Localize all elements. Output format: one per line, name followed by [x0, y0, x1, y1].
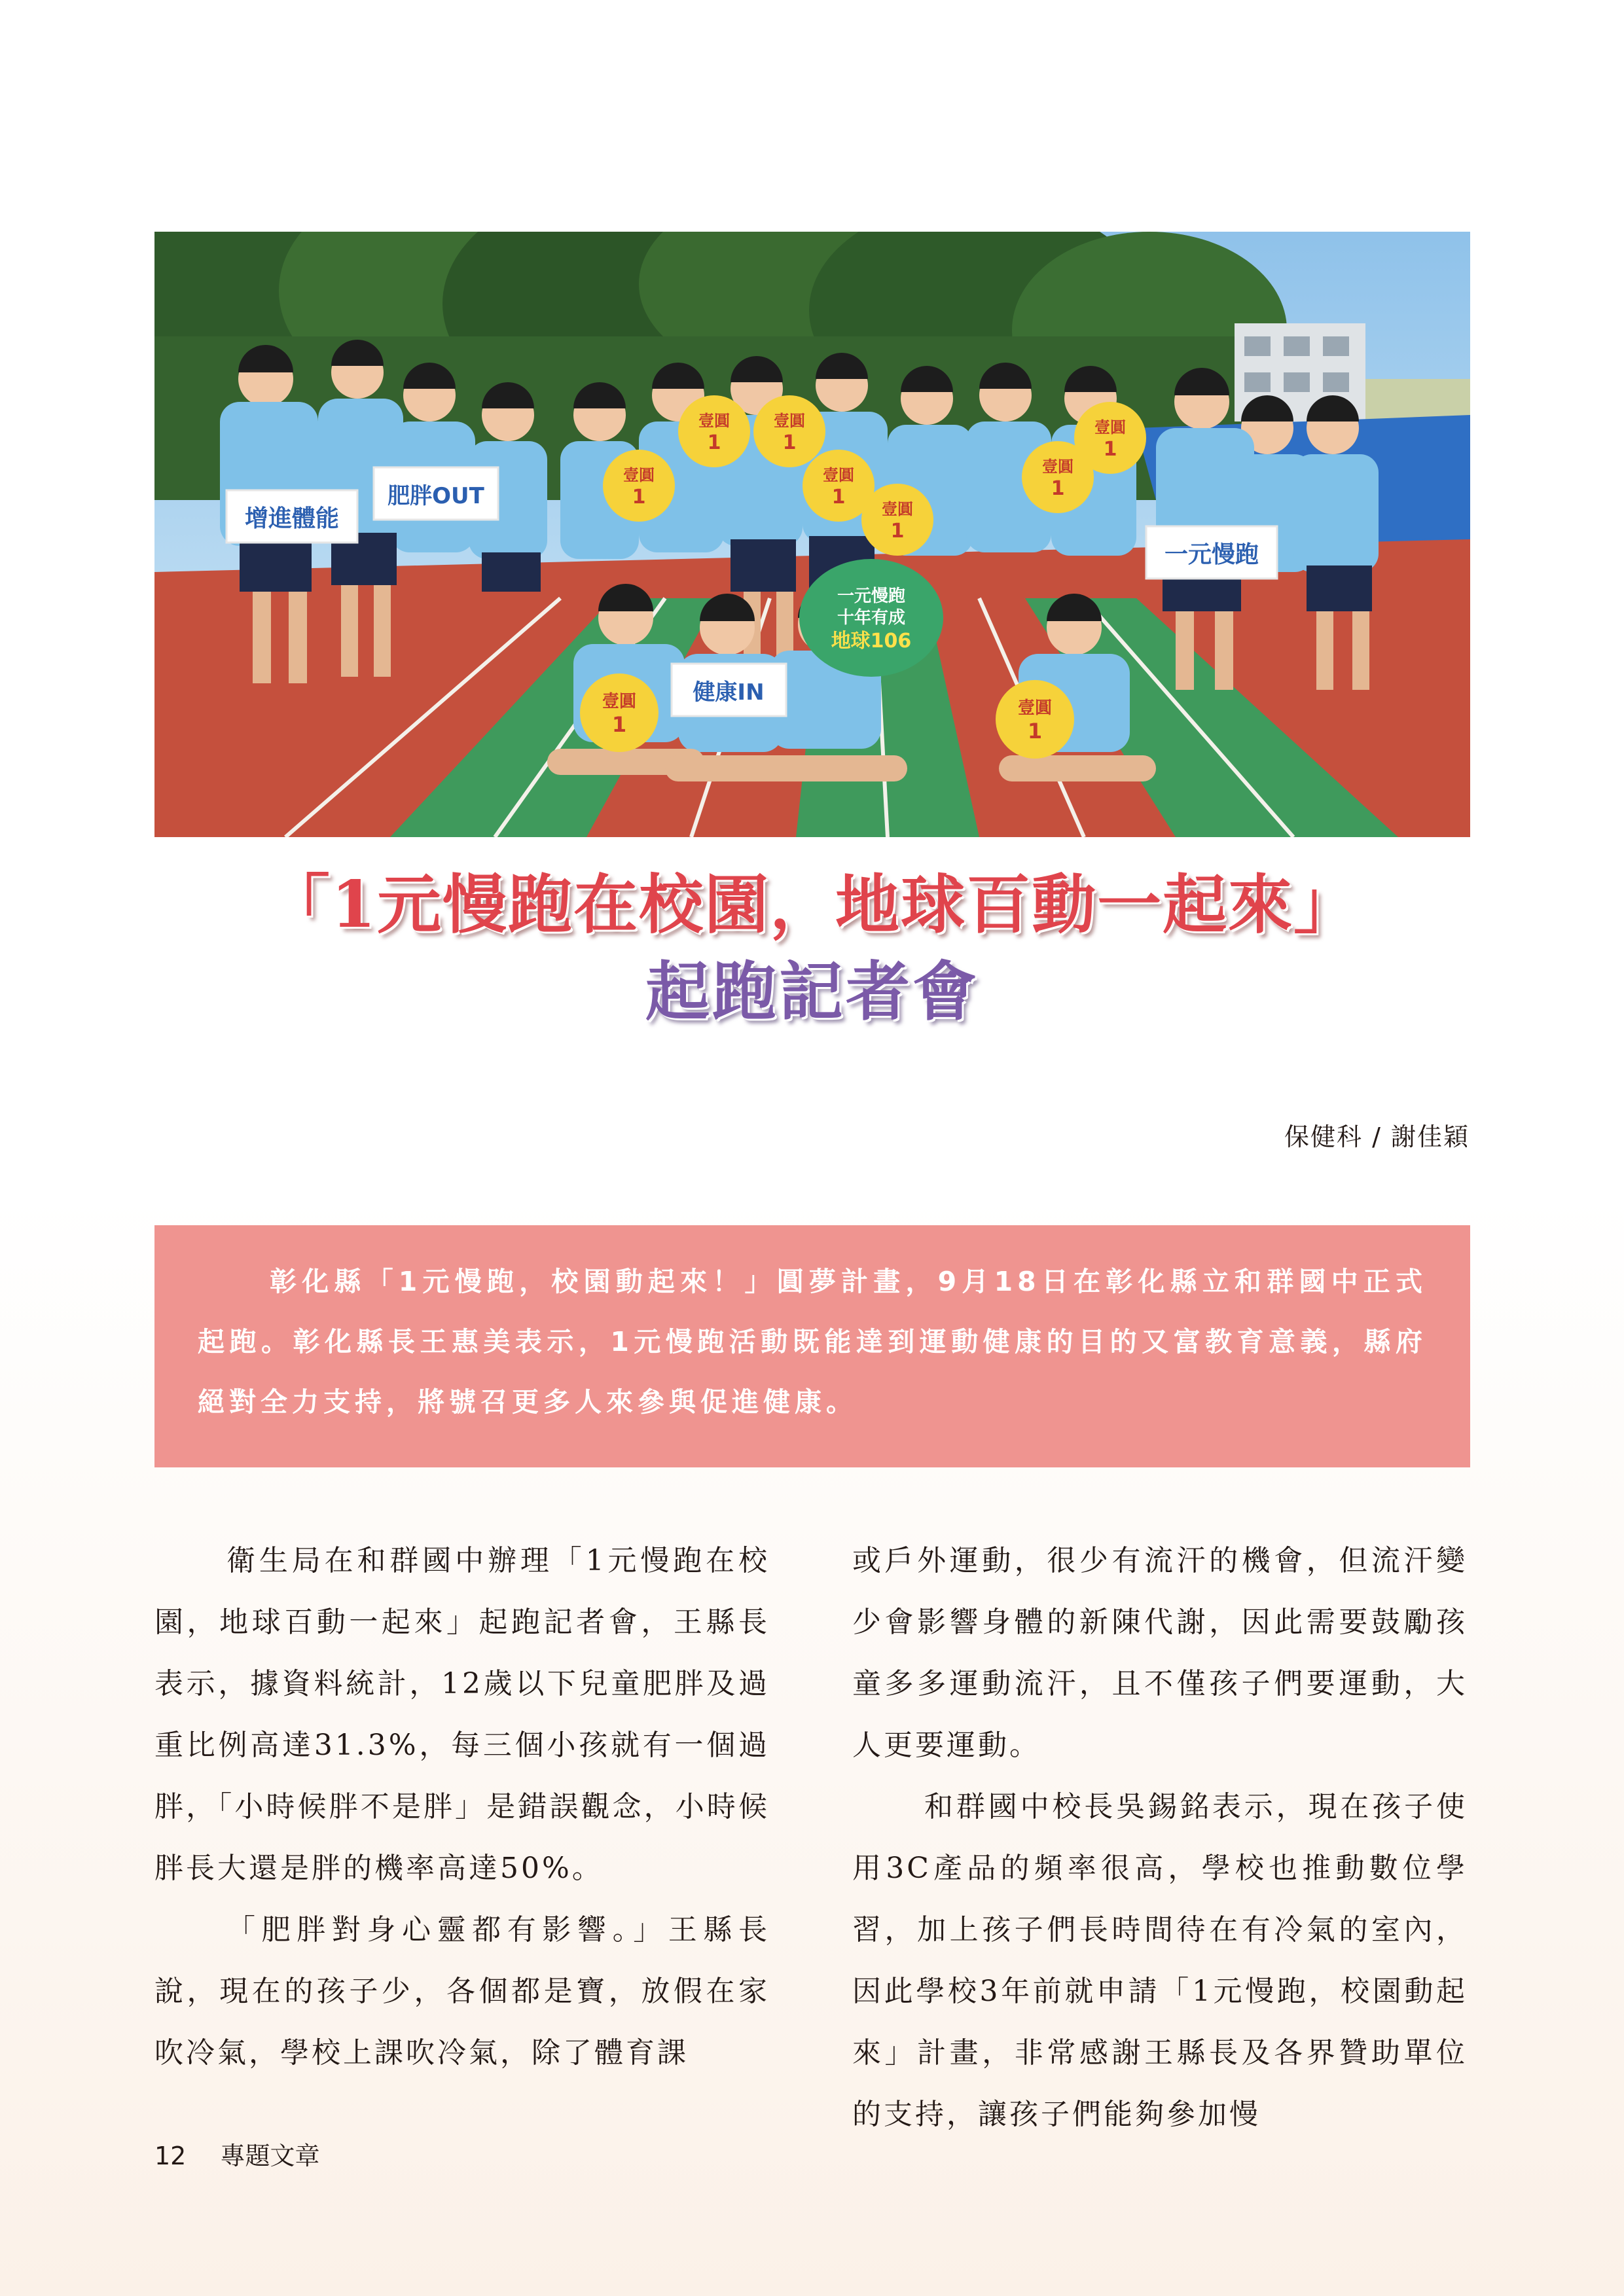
title-line-2: 起跑記者會 — [645, 954, 979, 1030]
svg-text:1: 1 — [890, 520, 905, 543]
svg-text:1: 1 — [1027, 719, 1043, 744]
svg-text:肥胖OUT: 肥胖OUT — [388, 483, 484, 509]
body-column-left — [154, 1530, 770, 2084]
body-paragraph: 「肥胖對身心靈都有影響。」王縣長說，現在的孩子少，各個都是寶，放假在家吹冷氣，學校上課吹冷氣，除了體育課 — [154, 1913, 770, 2070]
body-paragraph: 衛生局在和群國中辦理「1元慢跑在校園，地球百動一起來」起跑記者會，王縣長表示，據資料統計，12歲以下兒童肥胖及過重比例高達31.3%，每三個小孩就有一個過胖，「小時候胖不是胖」是錯誤觀念，小時候胖長大還是胖的機率高達50%。 — [154, 1544, 770, 1885]
svg-text:1: 1 — [707, 431, 721, 454]
coin-sign — [580, 673, 659, 752]
page-number: 12 — [154, 2142, 187, 2170]
coin-sign — [603, 450, 675, 522]
svg-text:1: 1 — [1103, 438, 1117, 461]
svg-text:壹圓: 壹圓 — [1042, 457, 1074, 476]
author-byline: 保健科 / 謝佳穎 — [1284, 1122, 1470, 1151]
svg-text:一元慢跑: 一元慢跑 — [1164, 541, 1259, 568]
coin-sign — [1074, 402, 1146, 474]
svg-text:壹圓: 壹圓 — [698, 412, 730, 430]
coin-sign — [678, 395, 750, 467]
badge-ten-years — [799, 559, 943, 677]
lead-paragraph: 彰化縣「1元慢跑，校園動起來！」圓夢計畫，9月18日在彰化縣立和群國中正式起跑。彰化縣長王惠美表示，1元慢跑活動既能達到運動健康的目的又富教育意義，縣府絕對全力支持，將號召更多人來參與促進健康。 — [198, 1266, 1427, 1418]
svg-text:壹圓: 壹圓 — [774, 412, 805, 430]
svg-text:1: 1 — [782, 431, 797, 454]
page-footer — [154, 2136, 319, 2172]
svg-text:十年有成: 十年有成 — [837, 608, 906, 628]
svg-text:地球106: 地球106 — [831, 630, 912, 653]
lead-summary-box — [154, 1225, 1470, 1467]
coin-sign — [996, 680, 1074, 759]
article-headline — [154, 863, 1470, 1036]
svg-text:壹圓: 壹圓 — [623, 466, 655, 484]
svg-text:1: 1 — [1051, 477, 1065, 500]
sign-health-in — [672, 664, 786, 716]
cover-photo — [154, 232, 1470, 837]
sign-increase-fitness — [226, 490, 357, 543]
svg-text:壹圓: 壹圓 — [1094, 418, 1126, 437]
svg-text:壹圓: 壹圓 — [823, 466, 854, 484]
sign-one-dollar-jog — [1146, 526, 1277, 579]
svg-text:健康IN: 健康IN — [693, 679, 765, 706]
svg-text:壹圓: 壹圓 — [882, 500, 913, 518]
sign-obesity-out — [374, 467, 498, 520]
coin-sign — [753, 395, 825, 467]
section-label: 專題文章 — [220, 2142, 320, 2170]
svg-text:一元慢跑: 一元慢跑 — [837, 586, 906, 606]
body-column-right — [852, 1530, 1468, 2145]
svg-text:1: 1 — [632, 486, 646, 509]
title-line-1: 「1元慢跑在校園，地球百動一起來」 — [265, 867, 1360, 942]
svg-text:1: 1 — [831, 486, 846, 509]
svg-text:壹圓: 壹圓 — [602, 692, 637, 711]
svg-text:增進體能: 增進體能 — [244, 505, 340, 532]
svg-text:1: 1 — [611, 712, 627, 737]
body-paragraph: 或戶外運動，很少有流汗的機會，但流汗變少會影響身體的新陳代謝，因此需要鼓勵孩童多多運動流汗，且不僅孩子們要運動，大人更要運動。 — [852, 1544, 1468, 1762]
svg-text:壹圓: 壹圓 — [1017, 698, 1053, 718]
body-paragraph: 和群國中校長吳錫銘表示，現在孩子使用3C產品的頻率很高，學校也推動數位學習，加上孩子們長時間待在有冷氣的室內，因此學校3年前就申請「1元慢跑，校園動起來」計畫，非常感謝王縣長及各界贊助單位的支持，讓孩子們能夠參加慢 — [852, 1790, 1468, 2131]
coin-sign — [861, 484, 933, 556]
